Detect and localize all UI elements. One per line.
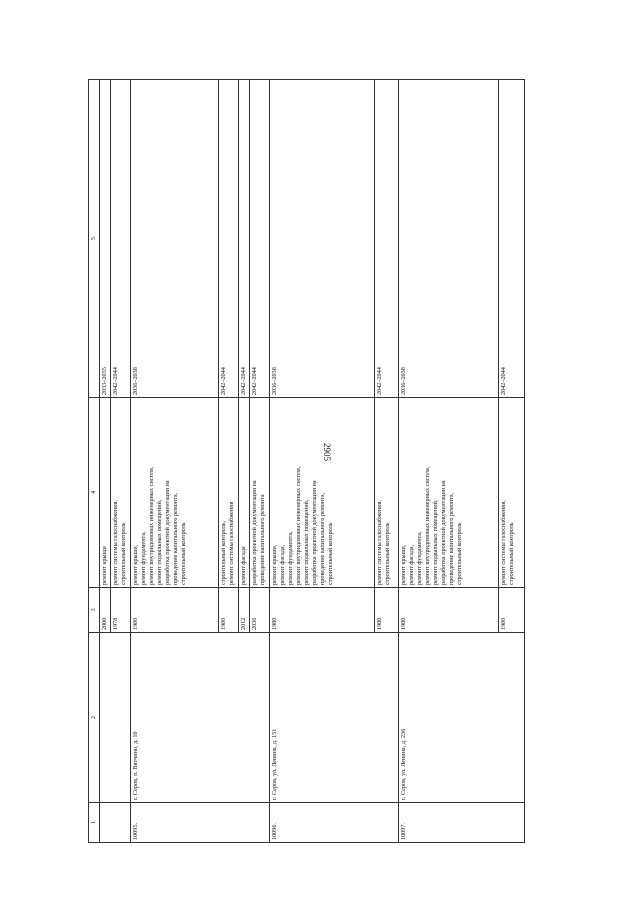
table-row — [399, 80, 499, 843]
building-id: 10097. — [399, 803, 525, 843]
building-address: г. Серов, ул. Ленина, д. 236 — [399, 633, 525, 803]
year-cell: 1980 — [375, 588, 399, 633]
header-col-4: 4 — [89, 398, 100, 588]
building-address — [100, 633, 131, 803]
year-cell: 1980 — [270, 588, 375, 633]
period-cell: 2042–2044 — [499, 80, 525, 398]
building-id — [100, 803, 131, 843]
work-cell: разработка проектной документации на проведение капитального ремонта — [250, 398, 270, 588]
work-cell: ремонт крыши, ремонт фасада, ремонт фундамента, ремонт внутридомовых инженерных систем, ремонт подвальных помещений, разработка проектной документации на проведение капитального ремонта, строительный контроль — [399, 398, 499, 588]
table-row — [100, 80, 111, 843]
header-row — [89, 80, 100, 843]
header-col-2: 2 — [89, 633, 100, 803]
header-col-5: 5 — [89, 80, 100, 398]
period-cell: 2036–2038 — [399, 80, 499, 398]
year-cell: 1980 — [499, 588, 525, 633]
period-cell: 2036–2038 — [131, 80, 219, 398]
work-cell: ремонт системы газоснабжения, строительный контроль — [111, 398, 131, 588]
building-address: г. Серов, ул. Ленина, д. 151 — [270, 633, 399, 803]
table-row — [270, 80, 375, 843]
year-cell: 1980 — [219, 588, 239, 633]
page-number: 2905 — [322, 443, 332, 461]
period-cell: 2042–2044 — [375, 80, 399, 398]
year-cell: 2036 — [250, 588, 270, 633]
year-cell: 2000 — [100, 588, 111, 633]
capital-repair-table — [88, 79, 525, 843]
period-cell: 2042–2044 — [219, 80, 239, 398]
building-id: 10096. — [270, 803, 399, 843]
work-cell: ремонт системы газоснабжения, строительный контроль — [375, 398, 399, 588]
building-address: г. Серов, п. Вятчино, д. 10 — [131, 633, 270, 803]
year-cell: 1978 — [111, 588, 131, 633]
period-cell: 2036–2038 — [270, 80, 375, 398]
year-cell: 1980 — [399, 588, 499, 633]
header-col-1: 1 — [89, 803, 100, 843]
rotated-table-container — [88, 80, 533, 843]
building-id: 10095. — [131, 803, 270, 843]
work-cell: ремонт системы газоснабжения, строительный контроль — [499, 398, 525, 588]
period-cell: 2033–2035 — [100, 80, 111, 398]
period-cell: 2042–2044 — [111, 80, 131, 398]
work-cell: ремонт крыши, ремонт фундамента, ремонт внутридомовых инженерных систем, ремонт подвальных помещений, разработка проектной документации на проведение капитального ремонта, строительный контроль — [131, 398, 219, 588]
period-cell: 2042–2044 — [250, 80, 270, 398]
work-cell: ремонт крыши, ремонт фасада, ремонт фундамента, ремонт внутридомовых инженерных систем, ремонт подвальных помещений, разработка проектной документации на проведение капитального ремонта, строительный контроль — [270, 398, 375, 588]
year-cell: 1980 — [131, 588, 219, 633]
year-cell: 2012 — [239, 588, 250, 633]
work-cell: ремонт крыши — [100, 398, 111, 588]
period-cell: 2042–2044 — [239, 80, 250, 398]
table-row — [131, 80, 219, 843]
work-cell: строительный контроль, ремонт системы газоснабжения — [219, 398, 239, 588]
header-col-3: 3 — [89, 588, 100, 633]
work-cell: ремонт фасада — [239, 398, 250, 588]
